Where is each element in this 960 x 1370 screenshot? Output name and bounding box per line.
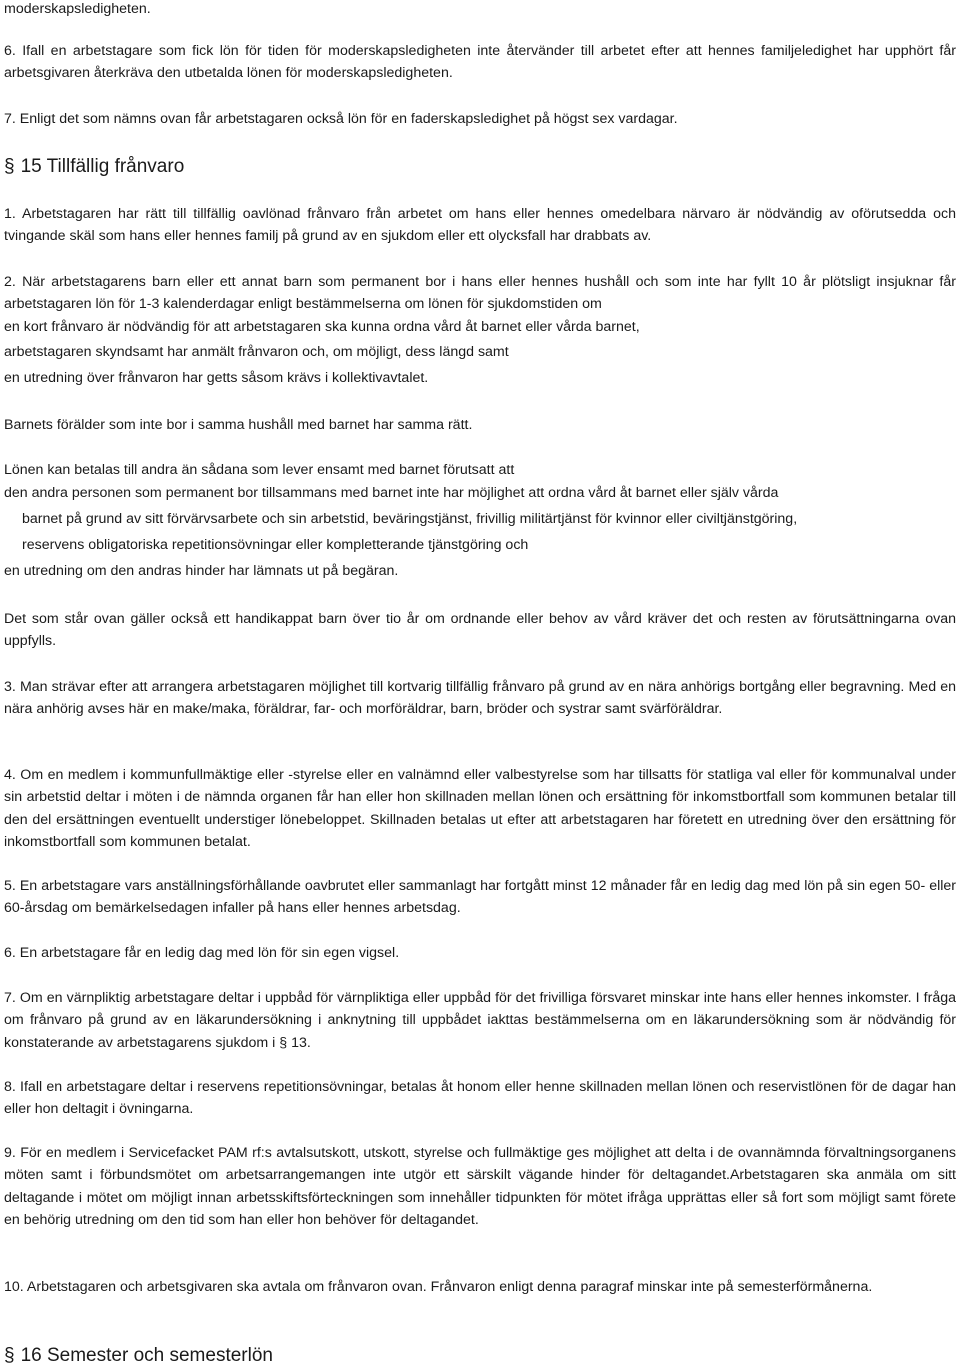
condition-line-3: en utredning över frånvaron har getts såsom krävs i kollektivavtalet.	[4, 370, 429, 386]
paragraph-15-2: 2. När arbetstagarens barn eller ett annat barn som permanent bor i hans eller hennes hushåll och som inte har fyllt 10 år plötsligt insjuknar får arbetstagaren lön för 1-3 kalenderdagar enligt bestämmelserna om lönen för sjukdomstiden om	[4, 274, 956, 313]
section-sign-icon: §	[279, 1034, 288, 1051]
paragraph-15-6: 6. En arbetstagare får en ledig dag med lön för sin egen vigsel.	[4, 945, 400, 961]
paragraph-15-7-text: 7. Om en värnpliktig arbetstagare deltar i uppbåd för värnpliktiga eller uppbåd för det frivilliga försvaret minskar inte hans eller hennes inkomster. I fråga om frånvaro på grund av en läkarundersökning i anknytning till uppbådet iakttas bestämmelserna om en läkarundersökning som är nödvändig för konstaterande av arbetstagarens sjukdom i	[4, 990, 956, 1051]
paragraph-6-intro: 6. Ifall en arbetstagare som fick lön för tiden för moderskapsledigheten inte återvänder till arbetet efter att hennes familjeledighet har upphört får arbetsgivaren återkräva den utbetalda lönen för moderskapsledigheten.	[4, 43, 956, 82]
pay-condition-line-2: barnet på grund av sitt förvärvsarbete och sin arbetstid, beväringstjänst, frivillig militärtjänst för kvinnor eller civiltjänstgöring,	[22, 511, 798, 527]
section-16-title: 16 Semester och semesterlön	[20, 1345, 273, 1366]
pay-condition-line-1: den andra personen som permanent bor tillsammans med barnet inte har möjlighet att ordna vård åt barnet eller själv vårda	[4, 485, 779, 501]
paragraph-15-7-ref: 13.	[287, 1034, 311, 1051]
pay-condition-line-3: reservens obligatoriska repetitionsövningar eller kompletterande tjänstgöring och	[22, 537, 529, 553]
condition-line-2: arbetstagaren skyndsamt har anmält frånvaron och, om möjligt, dess längd samt	[4, 344, 509, 360]
paragraph-15-3: 3. Man strävar efter att arrangera arbetstagaren möjlighet till kortvarig tillfällig frånvaro på grund av en nära anhörigs bortgång eller begravning. Med en nära anhörig avses här en make/maka, föräldrar, far- och morföräldrar, barn, bröder och systrar samt svärföräldrar.	[4, 679, 956, 718]
section-15-heading	[4, 154, 184, 180]
section-sign-icon: §	[4, 156, 15, 177]
paragraph-7-intro: 7. Enligt det som nämns ovan får arbetstagaren också lön för en faderskapsledighet på högst sex vardagar.	[4, 111, 678, 127]
paragraph-15-1: 1. Arbetstagaren har rätt till tillfällig oavlönad frånvaro från arbetet om hans eller hennes omedelbara närvaro är nödvändig av oförutsedda och tvingande skäl som hans eller hennes familj på grund av en sjukdom eller ett olycksfall har drabbats av.	[4, 206, 956, 245]
section-15-title: 15 Tillfällig frånvaro	[20, 156, 185, 177]
disabled-child-paragraph: Det som står ovan gäller också ett handikappat barn över tio år om ordnande eller behov av vård kräver det och resten av förutsättningarna ovan uppfylls.	[4, 611, 956, 650]
condition-line-1: en kort frånvaro är nödvändig för att arbetstagaren ska kunna ordna vård åt barnet eller vårda barnet,	[4, 319, 640, 335]
paragraph-15-10: 10. Arbetstagaren och arbetsgivaren ska avtala om frånvaron ovan. Frånvaron enligt denna paragraf minskar inte på semesterförmånerna.	[4, 1279, 873, 1295]
paragraph-15-8: 8. Ifall en arbetstagare deltar i reservens repetitionsövningar, betalas åt honom eller henne skillnaden mellan lönen och reservistlönen för de dagar han eller hon deltagit i övningarna.	[4, 1079, 956, 1118]
pay-condition-line-4: en utredning om den andras hinder har lämnats ut på begäran.	[4, 563, 399, 579]
pay-condition-intro: Lönen kan betalas till andra än sådana som lever ensamt med barnet förutsatt att	[4, 462, 515, 478]
paragraph-15-4: 4. Om en medlem i kommunfullmäktige eller -styrelse eller en valnämnd eller valbestyrelse som har tillsatts för statliga val eller för kommunalval under sin arbetstid deltar i möten i de nämnda organen får han eller hon skillnaden mellan lönen och ersättning för inkomstbortfall som kommunen betalar till den del ersättningen eventuellt understiger lönebeloppet. Skillnaden betalas ut efter att arbetstagaren har företett en utredning över den ersättning för inkomstbortfall som kommunen betalat.	[4, 767, 956, 851]
paragraph-15-7	[4, 987, 956, 1054]
paragraph-fragment: moderskapsledigheten.	[4, 1, 151, 17]
paragraph-15-9: 9. För en medlem i Servicefacket PAM rf:s avtalsutskott, utskott, styrelse och fullmäktige ges möjlighet att delta i de ovannämnda förvaltningsorganens möten samt i förbundsmötet om arbetsarrangemangen inte utgör ett särskilt vägande hinder för deltagandet.Arbetstagaren ska anmäla om sitt deltagande i mötet om möjligt innan arbetsskiftsförteckningen som innehåller tidpunkten för mötet ifråga upprättas eller så fort som möjligt samt förete en behörig utredning om den tid som han eller hon behöver för deltagandet.	[4, 1145, 956, 1229]
section-sign-icon: §	[4, 1345, 15, 1366]
paragraph-15-5: 5. En arbetstagare vars anställningsförhållande oavbrutet eller sammanlagt har fortgått minst 12 månader får en ledig dag med lön på sin egen 50- eller 60-årsdag om bemärkelsedagen infaller på hans eller hennes arbetsdag.	[4, 878, 956, 917]
section-16-heading	[4, 1343, 273, 1369]
parent-same-right: Barnets förälder som inte bor i samma hushåll med barnet har samma rätt.	[4, 417, 473, 433]
